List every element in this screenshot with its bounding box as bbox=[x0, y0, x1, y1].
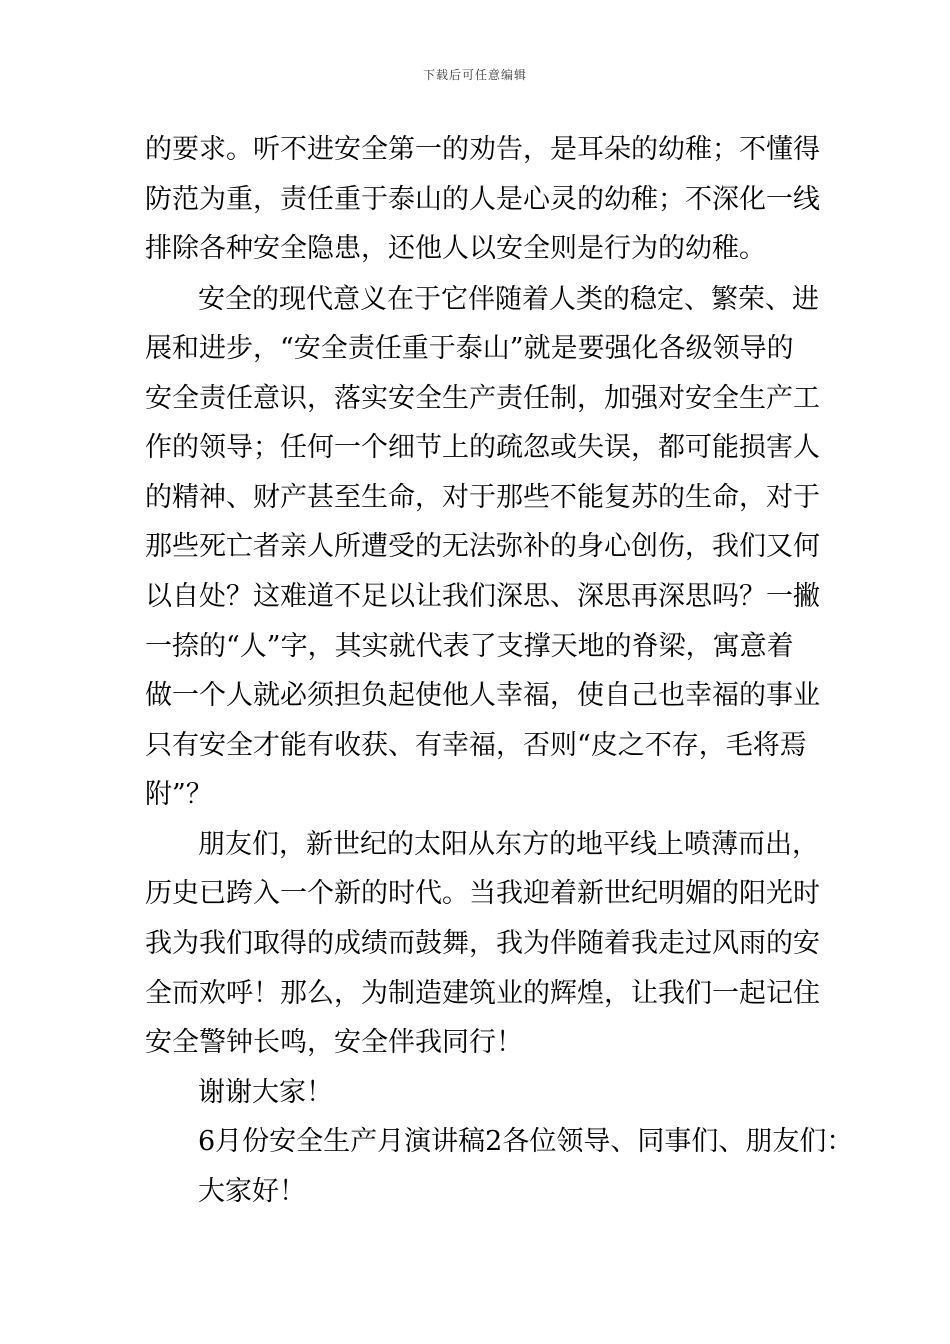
paragraph-start-line: 安全的现代意义在于它伴随着人类的稳定、繁荣、进 bbox=[198, 284, 819, 315]
text-line: 只有安全才能有收获、有幸福，否则“皮之不存，毛将焉 bbox=[145, 730, 807, 761]
text-line: 我为我们取得的成绩而鼓舞，我为伴随着我走过风雨的安 bbox=[145, 928, 820, 959]
text-line: 全而欢呼！那么，为制造建筑业的辉煌，让我们一起记住 bbox=[145, 978, 820, 1009]
thanks-line: 谢谢大家！ bbox=[198, 1077, 333, 1108]
text-line: 附”？ bbox=[145, 779, 213, 810]
speech-title-line: 6月份安全生产月演讲稿2各位领导、同事们、朋友们： bbox=[198, 1126, 854, 1157]
text-line: 的要求。听不进安全第一的劝告，是耳朵的幼稚；不懂得 bbox=[145, 134, 820, 165]
paragraph-start-line: 朋友们，新世纪的太阳从东方的地平线上喷薄而出， bbox=[198, 829, 819, 860]
text-line: 那些死亡者亲人所遭受的无法弥补的身心创伤，我们又何 bbox=[145, 531, 820, 562]
text-line: 做一个人就必须担负起使他人幸福，使自己也幸福的事业 bbox=[145, 680, 820, 711]
text-line: 历史已跨入一个新的时代。当我迎着新世纪明媚的阳光时 bbox=[145, 878, 820, 909]
text-line: 以自处？这难道不足以让我们深思、深思再深思吗？一撇 bbox=[145, 581, 820, 612]
text-line: 的精神、财产甚至生命，对于那些不能复苏的生命，对于 bbox=[145, 482, 820, 513]
page-header: 下载后可任意编辑 bbox=[422, 68, 527, 82]
text-line: 安全责任意识，落实安全生产责任制，加强对安全生产工 bbox=[145, 383, 820, 414]
text-line: 排除各种安全隐患，还他人以安全则是行为的幼稚。 bbox=[145, 233, 766, 264]
text-line: 安全警钟长鸣，安全伴我同行！ bbox=[145, 1027, 523, 1058]
greeting-line: 大家好！ bbox=[198, 1176, 306, 1207]
text-line: 防范为重，责任重于泰山的人是心灵的幼稚；不深化一线 bbox=[145, 184, 820, 215]
text-line: 一捺的“人”字，其实就代表了支撑天地的脊梁，寓意着 bbox=[145, 631, 794, 662]
text-line: 作的领导；任何一个细节上的疏忽或失误，都可能损害人 bbox=[145, 432, 820, 463]
text-line: 展和进步，“安全责任重于泰山”就是要强化各级领导的 bbox=[145, 333, 794, 364]
